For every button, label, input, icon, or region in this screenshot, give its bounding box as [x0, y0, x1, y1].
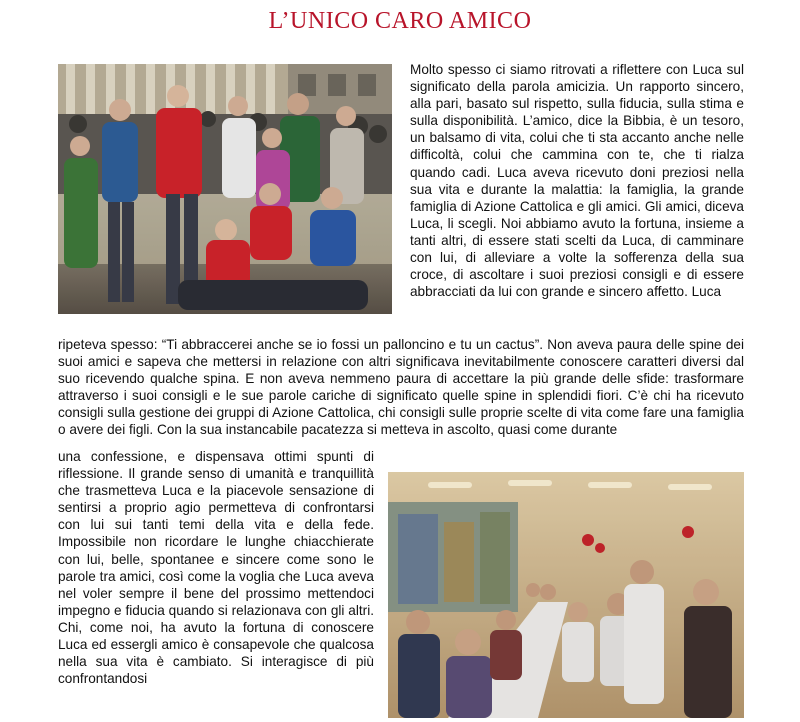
banquet-hall-photo: [388, 472, 744, 718]
paragraph-full-width: ripeteva spesso: “Ti abbraccerei anche se io fossi un palloncino e tu un cactus”. Non aveva paura delle spine dei suoi amici e sapeva che mettersi in relazione con altri significava inevitabilmente conoscere caratteri diversi dal suo ricevendo qualche spina. E non aveva nemmeno paura di accettare la più grande delle sfide: trasformare attraverso i suoi consigli e le sue parole cariche di significato quelle spine in splendidi fiori. C’è chi ha ricevuto consigli sulla gestione dei gruppi di Azione Cattolica, chi consigli sulle proprie scelte di vita come fare una famiglia o avere dei figli. Con la sua instancabile pacatezza si metteva in ascolto, quasi come durante: [58, 337, 744, 438]
article-title: L’UNICO CARO AMICO: [268, 8, 532, 34]
paragraph-beside-bottom-photo: una confessione, e dispensava ottimi spunti di riflessione. Il grande senso di umanità e tranquillità che trasmetteva Luca e la piacevole sensazione di sentirsi a proprio agio permetteva di confrontarsi con lui sui tanti temi della vita e della fede. Impossibile non ricordare le lunghe chiacchierate con lui, belle, spontanee e sincere come sono le parole tra amici, così come la voglia che Luca aveva nel voler sempre il bene del prossimo mettendoci impegno e fiducia quando si relazionava con gli altri. Chi, come noi, ha avuto la fortuna di conoscere Luca ed essergli amico è consapevole che qualcosa nella sua vita è cambiato. Si interagisce di più confrontandosi: [58, 449, 374, 687]
paragraph-beside-photo: Molto spesso ci siamo ritrovati a riflettere con Luca sul significato della parola amicizia. Un rapporto sincero, alla pari, basato sul rispetto, sulla fiducia, sulla stima e sulla disponibilità. L’amico, dice la Bibbia, è un tesoro, un balsamo di vita, colui che ti sta accanto anche nelle difficoltà, colui che cammina con te, che ti rialza quando cadi. Luca aveva ricevuto doni preziosi nella sua vita e durante la malattia: la famiglia, la grande famiglia di Azione Cattolica e gli amici. Gli amici, diceva Luca, li scegli. Noi abbiamo avuto la fortuna, insieme a tanti altri, di essere stati scelti da Luca, di camminare con lui, di alleviare a volte la sofferenza della sua croce, di ascoltare i suoi preziosi consigli e di essere abbracciati da lui con grande e sincero affetto. Luca: [410, 62, 744, 300]
group-photo-st-peters-square: [58, 64, 392, 314]
